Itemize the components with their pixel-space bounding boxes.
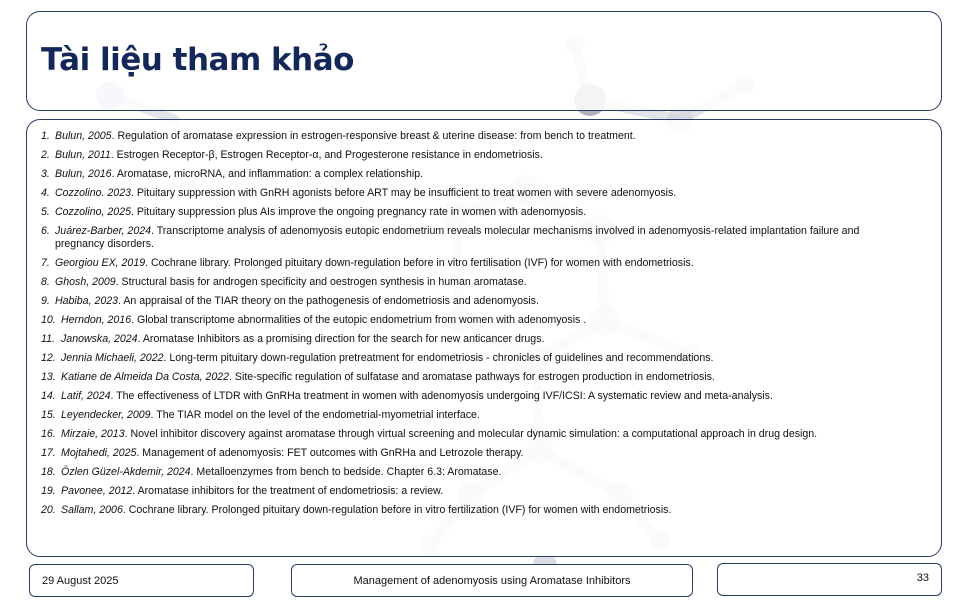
reference-number: 18. <box>41 466 56 478</box>
reference-number: 6. <box>41 225 50 237</box>
reference-item <box>41 225 905 251</box>
reference-text: . Metalloenzymes from bench to bedside. Chapter 6.3: Aromatase. <box>190 466 502 478</box>
reference-author: Cozzolino. 2023 <box>55 187 131 199</box>
reference-author: Latif, 2024 <box>61 390 111 402</box>
reference-item <box>41 390 905 403</box>
reference-author: Bulun, 2016 <box>55 168 112 180</box>
reference-text: . Structural basis for androgen specificity and oestrogen synthesis in human aromatase. <box>115 276 527 288</box>
reference-text: . Site-specific regulation of sulfatase and aromatase pathways for estrogen production in endometriosis. <box>229 371 715 383</box>
reference-author: Herndon, 2016 <box>61 314 132 326</box>
reference-author: Juárez-Barber, 2024 <box>55 225 151 237</box>
footer-date: 29 August 2025 <box>42 575 119 587</box>
reference-number: 7. <box>41 257 50 269</box>
reference-item <box>41 333 905 346</box>
references-panel <box>26 119 942 557</box>
reference-text: . Aromatase Inhibitors as a promising direction for the search for new anticancer drugs. <box>137 333 545 345</box>
reference-item <box>41 314 905 327</box>
reference-item <box>41 295 905 308</box>
reference-number: 9. <box>41 295 50 307</box>
reference-number: 1. <box>41 130 50 142</box>
reference-item <box>41 447 905 460</box>
footer-date-box <box>29 564 254 597</box>
reference-author: Jennia Michaeli, 2022 <box>61 352 164 364</box>
reference-text: . Novel inhibitor discovery against aromatase through virtual screening and molecular dynamic simulation: a computational approach in drug design. <box>124 428 818 440</box>
reference-author: Bulun, 2011 <box>55 149 111 161</box>
reference-item <box>41 168 905 181</box>
reference-number: 19. <box>41 485 56 497</box>
reference-text: . The effectiveness of LTDR with GnRHa treatment in women with adenomyosis undergoing IVF/ICSI: A systematic review and meta-analysis. <box>110 390 773 402</box>
reference-text: . The TIAR model on the level of the endometrial-myometrial interface. <box>150 409 480 421</box>
reference-text: . Estrogen Receptor-β, Estrogen Receptor-α, and Progesterone resistance in endometriosis. <box>110 149 543 161</box>
reference-number: 3. <box>41 168 50 180</box>
reference-author: Mojtahedi, 2025 <box>61 447 137 459</box>
reference-item <box>41 130 905 143</box>
reference-text: . Aromatase inhibitors for the treatment of endometriosis: a review. <box>132 485 444 497</box>
reference-author: Habiba, 2023 <box>55 295 119 307</box>
reference-text: . Transcriptome analysis of adenomyosis eutopic endometrium reveals molecular mechanisms involved in adenomyosis-related implantation failure and pregnancy disorders. <box>55 225 860 250</box>
reference-item <box>41 352 905 365</box>
reference-number: 13. <box>41 371 56 383</box>
title-panel <box>26 11 942 111</box>
reference-list <box>41 130 905 523</box>
reference-item <box>41 371 905 384</box>
reference-author: Pavonee, 2012 <box>61 485 133 497</box>
reference-item <box>41 428 905 441</box>
reference-item <box>41 257 905 270</box>
reference-text: . Long-term pituitary down-regulation pretreatment for endometriosis - chronicles of guidelines and recommendations. <box>163 352 714 364</box>
reference-author: Bulun, 2005 <box>55 130 112 142</box>
reference-author: Cozzolino, 2025 <box>55 206 131 218</box>
reference-author: Ghosh, 2009 <box>55 276 116 288</box>
reference-number: 10. <box>41 314 56 326</box>
reference-number: 11. <box>41 333 55 345</box>
slide-title: Tài liệu tham khảo <box>41 42 354 78</box>
reference-number: 20. <box>41 504 56 516</box>
reference-number: 15. <box>41 409 56 421</box>
reference-item <box>41 276 905 289</box>
footer-title-box <box>291 564 693 597</box>
page-number: 33 <box>916 572 929 584</box>
reference-item <box>41 206 905 219</box>
reference-author: Mirzaie, 2013 <box>61 428 125 440</box>
reference-number: 17. <box>41 447 56 459</box>
reference-text: . Pituitary suppression with GnRH agonists before ART may be insufficient to treat women with severe adenomyosis. <box>130 187 677 199</box>
footer-page-box <box>717 563 942 596</box>
reference-number: 5. <box>41 206 50 218</box>
reference-number: 4. <box>41 187 50 199</box>
reference-number: 14. <box>41 390 56 402</box>
reference-text: . Regulation of aromatase expression in estrogen-responsive breast & uterine disease: from bench to treatment. <box>111 130 636 142</box>
reference-item <box>41 504 905 517</box>
footer-title: Management of adenomyosis using Aromatase Inhibitors <box>353 575 631 587</box>
reference-text: . Aromatase, microRNA, and inflammation: a complex relationship. <box>111 168 424 180</box>
reference-number: 12. <box>41 352 56 364</box>
reference-author: Janowska, 2024 <box>61 333 138 345</box>
reference-number: 8. <box>41 276 50 288</box>
reference-author: Georgiou EX, 2019 <box>55 257 146 269</box>
reference-author: Sallam, 2006 <box>61 504 123 516</box>
reference-text: . Management of adenomyosis: FET outcomes with GnRHa and Letrozole therapy. <box>136 447 524 459</box>
reference-item <box>41 485 905 498</box>
reference-text: . Pituitary suppression plus AIs improve the ongoing pregnancy rate in women with adenomyosis. <box>130 206 587 218</box>
reference-text: . An appraisal of the TIAR theory on the pathogenesis of endometriosis and adenomyosis. <box>118 295 539 307</box>
reference-author: Katiane de Almeida Da Costa, 2022 <box>61 371 230 383</box>
reference-text: . Cochrane library. Prolonged pituitary down-regulation before in vitro fertilization (IVF) for women with endometriosis. <box>122 504 672 516</box>
reference-text: . Cochrane library. Prolonged pituitary down-regulation before in vitro fertilisation (IVF) for women with endometriosis. <box>145 257 694 269</box>
reference-item <box>41 149 905 162</box>
reference-item <box>41 187 905 200</box>
reference-item <box>41 466 905 479</box>
reference-author: Leyendecker, 2009 <box>61 409 151 421</box>
reference-number: 2. <box>41 149 50 161</box>
reference-author: Özlen Güzel-Akdemir, 2024 <box>61 466 191 478</box>
reference-number: 16. <box>41 428 56 440</box>
reference-text: . Global transcriptome abnormalities of the eutopic endometrium from women with adenomyosis . <box>131 314 587 326</box>
reference-item <box>41 409 905 422</box>
